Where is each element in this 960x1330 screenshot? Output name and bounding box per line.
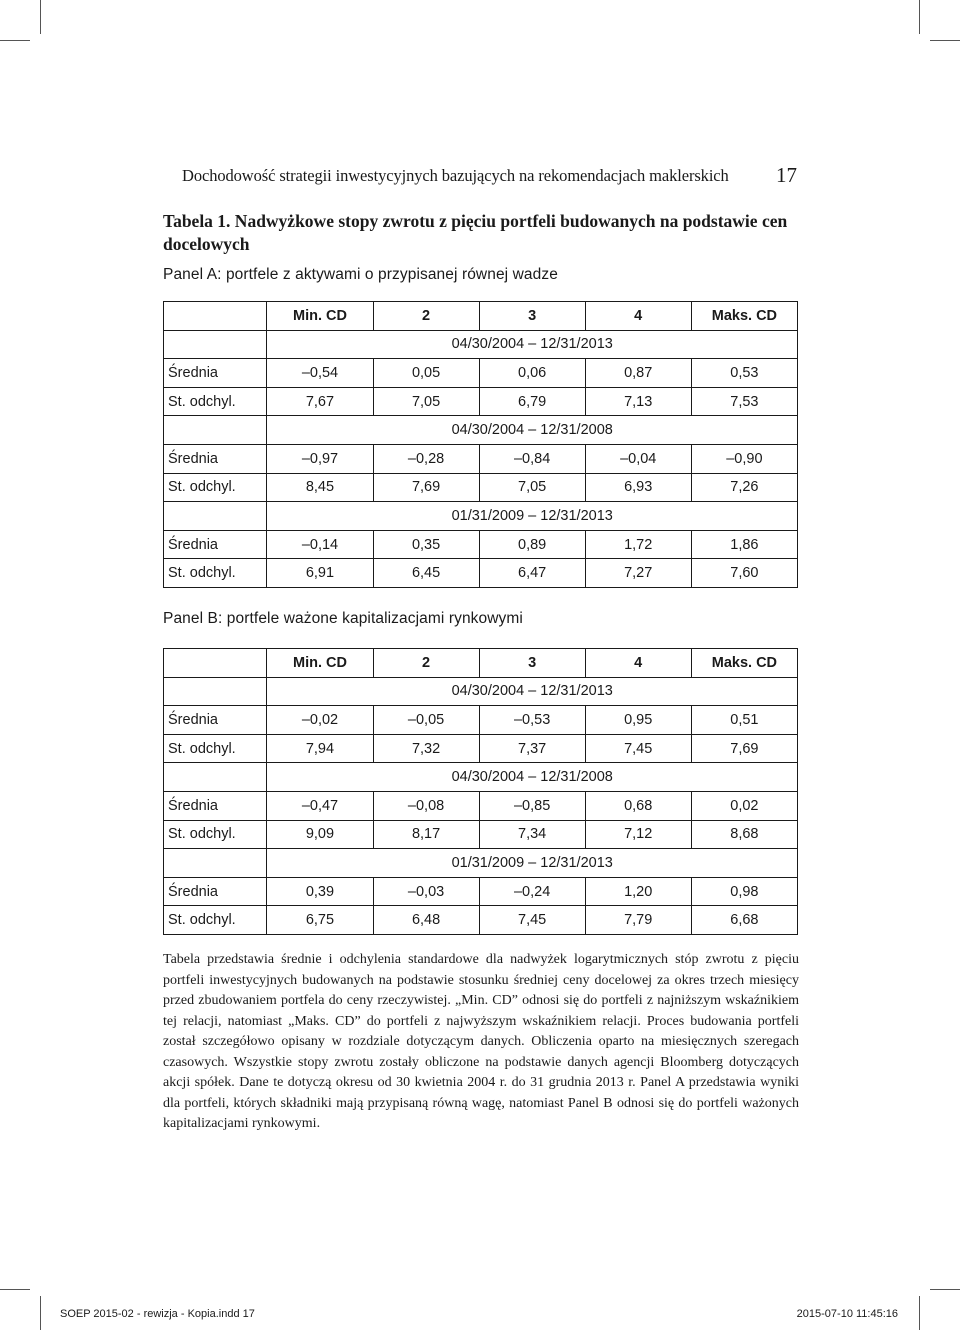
table-cell: 1,86	[691, 530, 797, 559]
table-cell: 0,95	[585, 706, 691, 735]
period-row	[164, 763, 798, 792]
table-cell: 0,98	[691, 877, 797, 906]
table-cell: 6,79	[479, 387, 585, 416]
crop-mark	[0, 1289, 30, 1290]
table-cell: –0,08	[373, 791, 479, 820]
column-header: 3	[479, 649, 585, 678]
crop-mark	[0, 40, 30, 41]
table-cell: 1,72	[585, 530, 691, 559]
table-cell: 6,91	[267, 559, 373, 588]
table-footnote	[163, 950, 799, 1135]
period-label: 04/30/2004 – 12/31/2008	[267, 416, 798, 445]
table-cell: 0,89	[479, 530, 585, 559]
table-cell: 7,45	[479, 906, 585, 935]
period-label: 01/31/2009 – 12/31/2013	[267, 502, 798, 531]
print-slug-date: 2015-07-10 11:45:16	[796, 1308, 898, 1320]
crop-mark	[40, 0, 41, 34]
print-slug-file: SOEP 2015-02 - rewizja - Kopia.indd 17	[60, 1308, 255, 1320]
crop-mark	[919, 1296, 920, 1330]
period-empty-cell	[164, 416, 267, 445]
table-cell: 7,12	[585, 820, 691, 849]
table-cell: 7,26	[691, 473, 797, 502]
table-cell: 7,60	[691, 559, 797, 588]
table-cell: 0,68	[585, 791, 691, 820]
period-label: 04/30/2004 – 12/31/2013	[267, 330, 798, 359]
period-row	[164, 677, 798, 706]
row-label: Średnia	[164, 877, 267, 906]
table-cell: 6,48	[373, 906, 479, 935]
table-row	[164, 791, 798, 820]
table-cell: 7,45	[585, 734, 691, 763]
panel-a-title: Panel A: portfele z aktywami o przypisanej równej wadze	[163, 266, 558, 283]
table-cell: 7,69	[373, 473, 479, 502]
table-cell: –0,84	[479, 444, 585, 473]
column-header: 4	[585, 649, 691, 678]
table-row	[164, 359, 798, 388]
header-empty-cell	[164, 649, 267, 678]
table-header-row	[164, 649, 798, 678]
table-cell: 1,20	[585, 877, 691, 906]
table-row	[164, 473, 798, 502]
table-cell: 7,27	[585, 559, 691, 588]
table-cell: 7,94	[267, 734, 373, 763]
table-cell: 6,45	[373, 559, 479, 588]
column-header: 2	[373, 649, 479, 678]
column-header: 4	[585, 302, 691, 331]
period-row	[164, 849, 798, 878]
table-cell: 7,37	[479, 734, 585, 763]
period-label: 04/30/2004 – 12/31/2013	[267, 677, 798, 706]
table-cell: 0,39	[267, 877, 373, 906]
table-cell: –0,28	[373, 444, 479, 473]
column-header: Min. CD	[267, 649, 373, 678]
table-cell: –0,53	[479, 706, 585, 735]
table-cell: –0,03	[373, 877, 479, 906]
table-cell: –0,02	[267, 706, 373, 735]
header-empty-cell	[164, 302, 267, 331]
table-cell: 0,06	[479, 359, 585, 388]
table-cell: –0,24	[479, 877, 585, 906]
crop-mark	[919, 0, 920, 34]
period-label: 04/30/2004 – 12/31/2008	[267, 763, 798, 792]
row-label: St. odchyl.	[164, 387, 267, 416]
crop-mark	[930, 40, 960, 41]
table-cell: 0,51	[691, 706, 797, 735]
table-cell: –0,97	[267, 444, 373, 473]
column-header: 3	[479, 302, 585, 331]
column-header: Min. CD	[267, 302, 373, 331]
row-label: Średnia	[164, 444, 267, 473]
crop-mark	[40, 1296, 41, 1330]
period-empty-cell	[164, 677, 267, 706]
column-header: 2	[373, 302, 479, 331]
row-label: St. odchyl.	[164, 559, 267, 588]
panel-a-table	[163, 301, 798, 588]
table-cell: –0,04	[585, 444, 691, 473]
column-header: Maks. CD	[691, 649, 797, 678]
table-row	[164, 387, 798, 416]
period-row	[164, 330, 798, 359]
row-label: Średnia	[164, 359, 267, 388]
row-label: St. odchyl.	[164, 906, 267, 935]
table-cell: 9,09	[267, 820, 373, 849]
period-empty-cell	[164, 849, 267, 878]
table-cell: –0,90	[691, 444, 797, 473]
table-header-row	[164, 302, 798, 331]
period-empty-cell	[164, 330, 267, 359]
period-label: 01/31/2009 – 12/31/2013	[267, 849, 798, 878]
crop-mark	[930, 1289, 960, 1290]
page-number: 17	[776, 163, 797, 187]
table-cell: –0,14	[267, 530, 373, 559]
table-cell: –0,54	[267, 359, 373, 388]
table-cell: 7,67	[267, 387, 373, 416]
table-cell: 7,69	[691, 734, 797, 763]
table-row	[164, 906, 798, 935]
table-cell: 7,53	[691, 387, 797, 416]
period-row	[164, 502, 798, 531]
row-label: Średnia	[164, 706, 267, 735]
row-label: Średnia	[164, 530, 267, 559]
running-head: Dochodowość strategii inwestycyjnych bazujących na rekomendacjach maklerskich	[182, 166, 729, 185]
table-row	[164, 734, 798, 763]
table-cell: 8,45	[267, 473, 373, 502]
table-cell: 8,17	[373, 820, 479, 849]
table-cell: 6,75	[267, 906, 373, 935]
table-cell: 7,13	[585, 387, 691, 416]
table-cell: 8,68	[691, 820, 797, 849]
table-cell: 6,47	[479, 559, 585, 588]
column-header: Maks. CD	[691, 302, 797, 331]
table-row	[164, 706, 798, 735]
table-cell: 0,05	[373, 359, 479, 388]
footnote-text: Tabela przedstawia średnie i odchylenia standardowe dla nadwyżek logarytmicznych stóp zwrotu z pięciu portfeli inwestycyjnych budowanych na podstawie stosunku średniej ceny docelowej za okres trzech miesięcy przed zbudowaniem portfela do ceny rzeczywistej. „Min. CD” odnosi się do portfeli z najniższym wskaźnikiem tej relacji, natomiast „Maks. CD” do portfeli z najwyższym wskaźnikiem relacji. Proces budowania portfeli został szczegółowo opisany w rozdziale dotyczącym danych. Obliczenia oparto na miesięcznych szeregach czasowych. Wszystkie stopy zwrotu zostały obliczone na podstawie danych agencji Bloomberg dotyczących akcji spółek. Dane te dotyczą okresu od 30 kwietnia 2004 r. do 31 grudnia 2013 r. Panel A przedstawia wyniki dla portfeli, których składniki mają przypisaną równą wagę, natomiast Panel B odnosi się do portfeli ważonych kapitalizacjami rynkowymi.	[163, 952, 799, 1131]
table-cell: 7,05	[479, 473, 585, 502]
period-empty-cell	[164, 763, 267, 792]
table-title: Tabela 1. Nadwyżkowe stopy zwrotu z pięciu portfeli budowanych na podstawie cen docelowych	[163, 211, 788, 254]
table-cell: 7,79	[585, 906, 691, 935]
row-label: St. odchyl.	[164, 734, 267, 763]
table-cell: 0,87	[585, 359, 691, 388]
table-cell: 6,68	[691, 906, 797, 935]
table-cell: 0,02	[691, 791, 797, 820]
table-cell: 6,93	[585, 473, 691, 502]
panel-b-table	[163, 648, 798, 935]
period-empty-cell	[164, 502, 267, 531]
row-label: St. odchyl.	[164, 820, 267, 849]
period-row	[164, 416, 798, 445]
table-row	[164, 820, 798, 849]
table-cell: –0,85	[479, 791, 585, 820]
table-row	[164, 877, 798, 906]
table-cell: 0,53	[691, 359, 797, 388]
table-row	[164, 530, 798, 559]
table-cell: 0,35	[373, 530, 479, 559]
table-row	[164, 444, 798, 473]
table-cell: –0,05	[373, 706, 479, 735]
table-cell: 7,34	[479, 820, 585, 849]
table-cell: 7,32	[373, 734, 479, 763]
table-row	[164, 559, 798, 588]
row-label: Średnia	[164, 791, 267, 820]
row-label: St. odchyl.	[164, 473, 267, 502]
panel-b-title: Panel B: portfele ważone kapitalizacjami rynkowymi	[163, 610, 523, 627]
table-cell: 7,05	[373, 387, 479, 416]
table-cell: –0,47	[267, 791, 373, 820]
